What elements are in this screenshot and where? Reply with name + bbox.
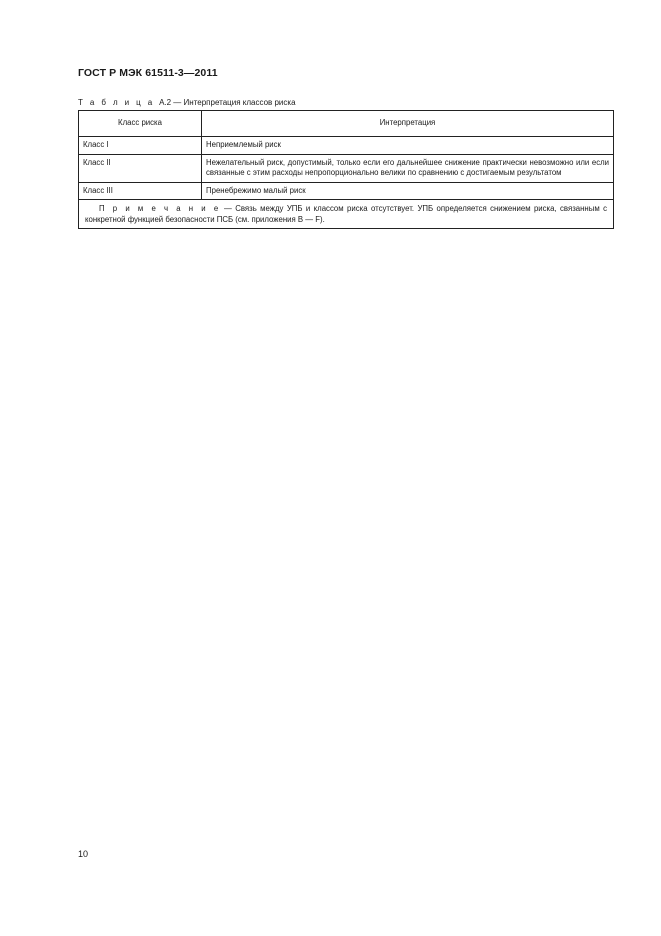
note-text: — Связь между УПБ и классом риска отсутствует. УПБ определяется снижением риска, связанным с конкретной функцией безопасности ПСБ (см. приложения В — F). — [85, 204, 607, 224]
cell-class: Класс III — [79, 182, 202, 200]
standard-code: ГОСТ Р МЭК 61511-3—2011 — [78, 67, 218, 79]
table-header-row — [79, 111, 614, 137]
column-header-interpretation: Интерпретация — [202, 111, 614, 137]
table-caption-text: А.2 — Интерпретация классов риска — [159, 98, 296, 107]
cell-interpretation: Неприемлемый риск — [202, 137, 614, 155]
cell-class: Класс I — [79, 137, 202, 155]
table-row — [79, 137, 614, 155]
document-header — [78, 67, 218, 79]
column-header-class: Класс риска — [79, 111, 202, 137]
table-row — [79, 154, 614, 182]
note-label: П р и м е ч а н и е — [99, 204, 221, 213]
table-note-row — [79, 200, 614, 229]
table-row — [79, 182, 614, 200]
page-number: 10 — [78, 849, 89, 859]
cell-interpretation: Нежелательный риск, допустимый, только если его дальнейшее снижение практически невозможно или если связанные с этим расходы непропорционально велики по сравнению с достигаемым результатом — [202, 154, 614, 182]
cell-interpretation: Пренебрежимо малый риск — [202, 182, 614, 200]
cell-class: Класс II — [79, 154, 202, 182]
table-note — [79, 200, 614, 229]
risk-class-table — [78, 110, 614, 229]
table-caption-label: Т а б л и ц а — [78, 98, 155, 107]
table-caption — [78, 98, 296, 107]
